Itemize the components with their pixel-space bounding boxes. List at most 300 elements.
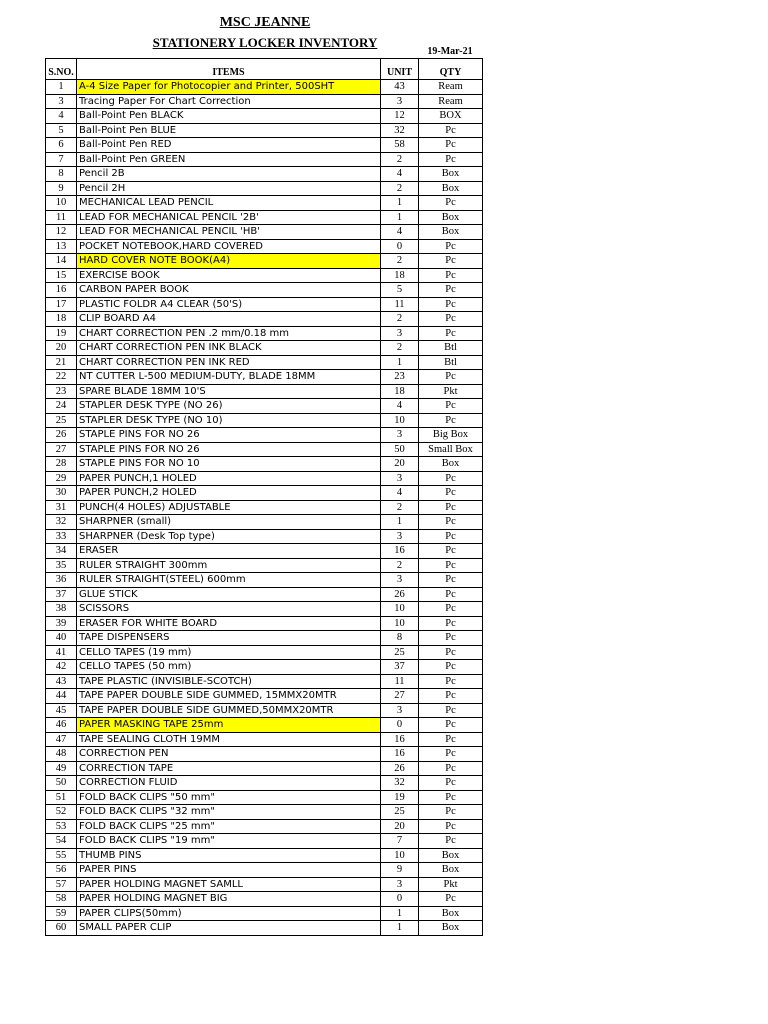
row-unit: 11 — [381, 297, 419, 312]
row-qty: Ream — [419, 94, 483, 109]
table-row — [46, 268, 483, 283]
row-sno: 4 — [46, 109, 77, 124]
row-sno: 42 — [46, 660, 77, 675]
row-qty: Pc — [419, 399, 483, 414]
row-qty: Pc — [419, 689, 483, 704]
row-unit: 25 — [381, 645, 419, 660]
row-item: CHART CORRECTION PEN INK BLACK — [77, 341, 381, 356]
row-unit: 1 — [381, 515, 419, 530]
row-qty: Pc — [419, 805, 483, 820]
row-unit: 18 — [381, 384, 419, 399]
row-item: A-4 Size Paper for Photocopier and Printer, 500SHT — [77, 80, 381, 95]
table-row — [46, 283, 483, 298]
row-qty: Pc — [419, 747, 483, 762]
row-qty: Pc — [419, 631, 483, 646]
row-unit: 2 — [381, 254, 419, 269]
row-unit: 43 — [381, 80, 419, 95]
table-row — [46, 109, 483, 124]
row-qty: BOX — [419, 109, 483, 124]
row-item: POCKET NOTEBOOK,HARD COVERED — [77, 239, 381, 254]
row-item: LEAD FOR MECHANICAL PENCIL 'HB' — [77, 225, 381, 240]
inventory-table — [45, 58, 483, 936]
row-item: NT CUTTER L-500 MEDIUM-DUTY, BLADE 18MM — [77, 370, 381, 385]
row-item: CLIP BOARD A4 — [77, 312, 381, 327]
row-qty: Box — [419, 906, 483, 921]
table-row — [46, 573, 483, 588]
row-sno: 16 — [46, 283, 77, 298]
row-sno: 27 — [46, 442, 77, 457]
row-qty: Ream — [419, 80, 483, 95]
table-row — [46, 863, 483, 878]
column-header-sno: S.NO. — [46, 59, 77, 80]
row-sno: 60 — [46, 921, 77, 936]
row-item: SCISSORS — [77, 602, 381, 617]
row-item: SHARPNER (Desk Top type) — [77, 529, 381, 544]
row-item: TAPE DISPENSERS — [77, 631, 381, 646]
row-unit: 9 — [381, 863, 419, 878]
table-row — [46, 341, 483, 356]
table-row — [46, 138, 483, 153]
row-qty: Pc — [419, 761, 483, 776]
row-qty: Pc — [419, 790, 483, 805]
row-qty: Pc — [419, 413, 483, 428]
row-sno: 48 — [46, 747, 77, 762]
row-item: PAPER PUNCH,1 HOLED — [77, 471, 381, 486]
row-item: PAPER MASKING TAPE 25mm — [77, 718, 381, 733]
row-qty: Pc — [419, 486, 483, 501]
row-unit: 27 — [381, 689, 419, 704]
table-row — [46, 747, 483, 762]
row-item: LEAD FOR MECHANICAL PENCIL '2B' — [77, 210, 381, 225]
table-row — [46, 210, 483, 225]
table-row — [46, 674, 483, 689]
row-item: TAPE SEALING CLOTH 19MM — [77, 732, 381, 747]
row-qty: Pc — [419, 239, 483, 254]
row-item: CORRECTION FLUID — [77, 776, 381, 791]
table-row — [46, 544, 483, 559]
table-row — [46, 123, 483, 138]
row-sno: 5 — [46, 123, 77, 138]
column-header-items: ITEMS — [77, 59, 381, 80]
row-unit: 10 — [381, 848, 419, 863]
row-item: TAPE PLASTIC (INVISIBLE-SCOTCH) — [77, 674, 381, 689]
row-sno: 7 — [46, 152, 77, 167]
inventory-date: 19-Mar-21 — [427, 46, 473, 57]
row-sno: 11 — [46, 210, 77, 225]
row-item: PUNCH(4 HOLES) ADJUSTABLE — [77, 500, 381, 515]
row-item: ERASER — [77, 544, 381, 559]
row-unit: 1 — [381, 921, 419, 936]
table-row — [46, 558, 483, 573]
row-sno: 45 — [46, 703, 77, 718]
row-unit: 16 — [381, 747, 419, 762]
row-item: PAPER PINS — [77, 863, 381, 878]
row-qty: Pc — [419, 819, 483, 834]
row-qty: Pc — [419, 471, 483, 486]
row-sno: 33 — [46, 529, 77, 544]
row-sno: 31 — [46, 500, 77, 515]
table-row — [46, 384, 483, 399]
row-unit: 12 — [381, 109, 419, 124]
table-row — [46, 703, 483, 718]
row-sno: 43 — [46, 674, 77, 689]
document-title: MSC JEANNE — [219, 15, 311, 30]
row-unit: 3 — [381, 94, 419, 109]
row-item: PAPER HOLDING MAGNET BIG — [77, 892, 381, 907]
row-item: Pencil 2H — [77, 181, 381, 196]
row-sno: 39 — [46, 616, 77, 631]
table-row — [46, 486, 483, 501]
table-row — [46, 355, 483, 370]
row-sno: 15 — [46, 268, 77, 283]
row-qty: Pc — [419, 283, 483, 298]
table-row — [46, 370, 483, 385]
row-sno: 12 — [46, 225, 77, 240]
row-qty: Box — [419, 210, 483, 225]
row-qty: Pc — [419, 587, 483, 602]
row-unit: 1 — [381, 210, 419, 225]
row-unit: 23 — [381, 370, 419, 385]
row-item: CORRECTION TAPE — [77, 761, 381, 776]
row-qty: Pc — [419, 268, 483, 283]
row-unit: 2 — [381, 500, 419, 515]
row-qty: Pc — [419, 326, 483, 341]
row-item: Ball-Point Pen BLUE — [77, 123, 381, 138]
row-item: STAPLER DESK TYPE (NO 26) — [77, 399, 381, 414]
table-row — [46, 413, 483, 428]
row-sno: 59 — [46, 906, 77, 921]
row-qty: Box — [419, 921, 483, 936]
row-qty: Pc — [419, 297, 483, 312]
row-item: PAPER CLIPS(50mm) — [77, 906, 381, 921]
table-row — [46, 239, 483, 254]
table-row — [46, 819, 483, 834]
table-header-row — [46, 59, 483, 80]
row-qty: Pc — [419, 602, 483, 617]
row-qty: Pc — [419, 703, 483, 718]
table-row — [46, 312, 483, 327]
row-item: RULER STRAIGHT(STEEL) 600mm — [77, 573, 381, 588]
row-sno: 53 — [46, 819, 77, 834]
row-sno: 34 — [46, 544, 77, 559]
table-row — [46, 442, 483, 457]
row-sno: 6 — [46, 138, 77, 153]
row-qty: Pc — [419, 529, 483, 544]
row-qty: Pc — [419, 660, 483, 675]
row-qty: Pc — [419, 152, 483, 167]
table-row — [46, 225, 483, 240]
table-row — [46, 80, 483, 95]
table-row — [46, 689, 483, 704]
row-qty: Pc — [419, 892, 483, 907]
table-row — [46, 805, 483, 820]
row-item: PAPER HOLDING MAGNET SAMLL — [77, 877, 381, 892]
column-header-qty: QTY — [419, 59, 483, 80]
row-qty: Pc — [419, 645, 483, 660]
row-item: FOLD BACK CLIPS "25 mm" — [77, 819, 381, 834]
row-item: STAPLER DESK TYPE (NO 10) — [77, 413, 381, 428]
row-unit: 4 — [381, 399, 419, 414]
row-item: CHART CORRECTION PEN INK RED — [77, 355, 381, 370]
row-item: Ball-Point Pen GREEN — [77, 152, 381, 167]
row-sno: 8 — [46, 167, 77, 182]
row-sno: 21 — [46, 355, 77, 370]
row-sno: 50 — [46, 776, 77, 791]
row-item: EXERCISE BOOK — [77, 268, 381, 283]
row-qty: Box — [419, 181, 483, 196]
row-qty: Box — [419, 457, 483, 472]
table-row — [46, 515, 483, 530]
row-item: FOLD BACK CLIPS "19 mm" — [77, 834, 381, 849]
row-item: TAPE PAPER DOUBLE SIDE GUMMED, 15MMX20MTR — [77, 689, 381, 704]
row-qty: Btl — [419, 355, 483, 370]
row-unit: 3 — [381, 326, 419, 341]
row-unit: 2 — [381, 152, 419, 167]
row-qty: Pc — [419, 674, 483, 689]
row-unit: 8 — [381, 631, 419, 646]
table-row — [46, 921, 483, 936]
row-unit: 10 — [381, 616, 419, 631]
table-row — [46, 254, 483, 269]
row-sno: 55 — [46, 848, 77, 863]
row-sno: 23 — [46, 384, 77, 399]
row-qty: Box — [419, 167, 483, 182]
row-sno: 22 — [46, 370, 77, 385]
row-qty: Pc — [419, 732, 483, 747]
row-sno: 25 — [46, 413, 77, 428]
row-qty: Pc — [419, 776, 483, 791]
column-header-unit: UNIT — [381, 59, 419, 80]
row-qty: Pc — [419, 254, 483, 269]
row-item: TAPE PAPER DOUBLE SIDE GUMMED,50MMX20MTR — [77, 703, 381, 718]
row-item: STAPLE PINS FOR NO 26 — [77, 428, 381, 443]
row-sno: 30 — [46, 486, 77, 501]
row-qty: Pc — [419, 558, 483, 573]
row-unit: 25 — [381, 805, 419, 820]
table-row — [46, 631, 483, 646]
table-row — [46, 529, 483, 544]
table-row — [46, 167, 483, 182]
row-sno: 51 — [46, 790, 77, 805]
row-sno: 10 — [46, 196, 77, 211]
row-item: FOLD BACK CLIPS "32 mm" — [77, 805, 381, 820]
row-sno: 1 — [46, 80, 77, 95]
table-row — [46, 428, 483, 443]
table-row — [46, 616, 483, 631]
table-row — [46, 906, 483, 921]
row-sno: 49 — [46, 761, 77, 776]
row-unit: 10 — [381, 602, 419, 617]
row-unit: 3 — [381, 877, 419, 892]
table-row — [46, 94, 483, 109]
row-qty: Pc — [419, 123, 483, 138]
row-unit: 10 — [381, 413, 419, 428]
row-sno: 28 — [46, 457, 77, 472]
row-unit: 0 — [381, 892, 419, 907]
row-unit: 16 — [381, 732, 419, 747]
row-qty: Pkt — [419, 384, 483, 399]
row-item: CARBON PAPER BOOK — [77, 283, 381, 298]
row-sno: 17 — [46, 297, 77, 312]
row-qty: Pc — [419, 138, 483, 153]
row-qty: Pc — [419, 718, 483, 733]
row-unit: 3 — [381, 573, 419, 588]
row-qty: Pc — [419, 312, 483, 327]
table-row — [46, 892, 483, 907]
row-unit: 7 — [381, 834, 419, 849]
row-unit: 5 — [381, 283, 419, 298]
row-sno: 46 — [46, 718, 77, 733]
row-unit: 2 — [381, 558, 419, 573]
row-item: STAPLE PINS FOR NO 26 — [77, 442, 381, 457]
row-unit: 3 — [381, 428, 419, 443]
table-row — [46, 660, 483, 675]
table-row — [46, 848, 483, 863]
row-sno: 40 — [46, 631, 77, 646]
row-sno: 57 — [46, 877, 77, 892]
row-item: SPARE BLADE 18MM 10'S — [77, 384, 381, 399]
row-unit: 20 — [381, 819, 419, 834]
row-qty: Pc — [419, 500, 483, 515]
row-unit: 11 — [381, 674, 419, 689]
row-sno: 56 — [46, 863, 77, 878]
row-sno: 26 — [46, 428, 77, 443]
row-item: CELLO TAPES (19 mm) — [77, 645, 381, 660]
row-unit: 2 — [381, 341, 419, 356]
row-sno: 3 — [46, 94, 77, 109]
row-qty: Pkt — [419, 877, 483, 892]
row-unit: 26 — [381, 587, 419, 602]
row-item: THUMB PINS — [77, 848, 381, 863]
row-item: PAPER PUNCH,2 HOLED — [77, 486, 381, 501]
row-sno: 37 — [46, 587, 77, 602]
row-qty: Pc — [419, 370, 483, 385]
row-unit: 3 — [381, 703, 419, 718]
table-row — [46, 181, 483, 196]
table-body — [46, 80, 483, 936]
row-item: STAPLE PINS FOR NO 10 — [77, 457, 381, 472]
row-unit: 37 — [381, 660, 419, 675]
row-item: Tracing Paper For Chart Correction — [77, 94, 381, 109]
table-row — [46, 471, 483, 486]
row-item: Ball-Point Pen RED — [77, 138, 381, 153]
row-qty: Big Box — [419, 428, 483, 443]
row-sno: 13 — [46, 239, 77, 254]
row-unit: 20 — [381, 457, 419, 472]
row-item: PLASTIC FOLDR A4 CLEAR (50'S) — [77, 297, 381, 312]
table-row — [46, 326, 483, 341]
row-unit: 1 — [381, 355, 419, 370]
row-item: Ball-Point Pen BLACK — [77, 109, 381, 124]
row-unit: 0 — [381, 718, 419, 733]
row-sno: 47 — [46, 732, 77, 747]
row-sno: 35 — [46, 558, 77, 573]
row-sno: 58 — [46, 892, 77, 907]
row-sno: 29 — [46, 471, 77, 486]
row-item: HARD COVER NOTE BOOK(A4) — [77, 254, 381, 269]
row-item: SMALL PAPER CLIP — [77, 921, 381, 936]
table-row — [46, 761, 483, 776]
row-unit: 2 — [381, 181, 419, 196]
row-item: FOLD BACK CLIPS "50 mm" — [77, 790, 381, 805]
row-sno: 32 — [46, 515, 77, 530]
table-row — [46, 152, 483, 167]
row-sno: 36 — [46, 573, 77, 588]
table-row — [46, 602, 483, 617]
row-item: Pencil 2B — [77, 167, 381, 182]
row-unit: 58 — [381, 138, 419, 153]
row-qty: Pc — [419, 573, 483, 588]
row-qty: Box — [419, 863, 483, 878]
row-unit: 4 — [381, 486, 419, 501]
row-sno: 24 — [46, 399, 77, 414]
row-qty: Small Box — [419, 442, 483, 457]
row-unit: 3 — [381, 471, 419, 486]
table-row — [46, 645, 483, 660]
row-sno: 20 — [46, 341, 77, 356]
table-row — [46, 196, 483, 211]
row-unit: 32 — [381, 776, 419, 791]
row-sno: 19 — [46, 326, 77, 341]
row-sno: 44 — [46, 689, 77, 704]
row-unit: 2 — [381, 312, 419, 327]
row-qty: Pc — [419, 616, 483, 631]
row-item: MECHANICAL LEAD PENCIL — [77, 196, 381, 211]
table-row — [46, 732, 483, 747]
table-row — [46, 500, 483, 515]
table-row — [46, 457, 483, 472]
row-sno: 9 — [46, 181, 77, 196]
row-item: CELLO TAPES (50 mm) — [77, 660, 381, 675]
row-sno: 18 — [46, 312, 77, 327]
row-qty: Pc — [419, 834, 483, 849]
row-unit: 4 — [381, 167, 419, 182]
row-sno: 38 — [46, 602, 77, 617]
row-item: RULER STRAIGHT 300mm — [77, 558, 381, 573]
row-qty: Pc — [419, 515, 483, 530]
document-subtitle: STATIONERY LOCKER INVENTORY — [152, 35, 378, 50]
row-item: GLUE STICK — [77, 587, 381, 602]
row-item: CORRECTION PEN — [77, 747, 381, 762]
table-row — [46, 834, 483, 849]
table-row — [46, 718, 483, 733]
row-unit: 26 — [381, 761, 419, 776]
row-unit: 16 — [381, 544, 419, 559]
row-unit: 0 — [381, 239, 419, 254]
row-unit: 19 — [381, 790, 419, 805]
row-unit: 4 — [381, 225, 419, 240]
row-unit: 18 — [381, 268, 419, 283]
row-sno: 52 — [46, 805, 77, 820]
row-unit: 32 — [381, 123, 419, 138]
table-row — [46, 790, 483, 805]
row-item: SHARPNER (small) — [77, 515, 381, 530]
row-qty: Btl — [419, 341, 483, 356]
row-unit: 50 — [381, 442, 419, 457]
row-sno: 14 — [46, 254, 77, 269]
row-qty: Pc — [419, 196, 483, 211]
row-unit: 1 — [381, 196, 419, 211]
row-qty: Pc — [419, 544, 483, 559]
row-qty: Box — [419, 848, 483, 863]
table-row — [46, 587, 483, 602]
row-item: CHART CORRECTION PEN .2 mm/0.18 mm — [77, 326, 381, 341]
table-row — [46, 297, 483, 312]
row-item: ERASER FOR WHITE BOARD — [77, 616, 381, 631]
table-row — [46, 877, 483, 892]
row-unit: 3 — [381, 529, 419, 544]
row-qty: Box — [419, 225, 483, 240]
